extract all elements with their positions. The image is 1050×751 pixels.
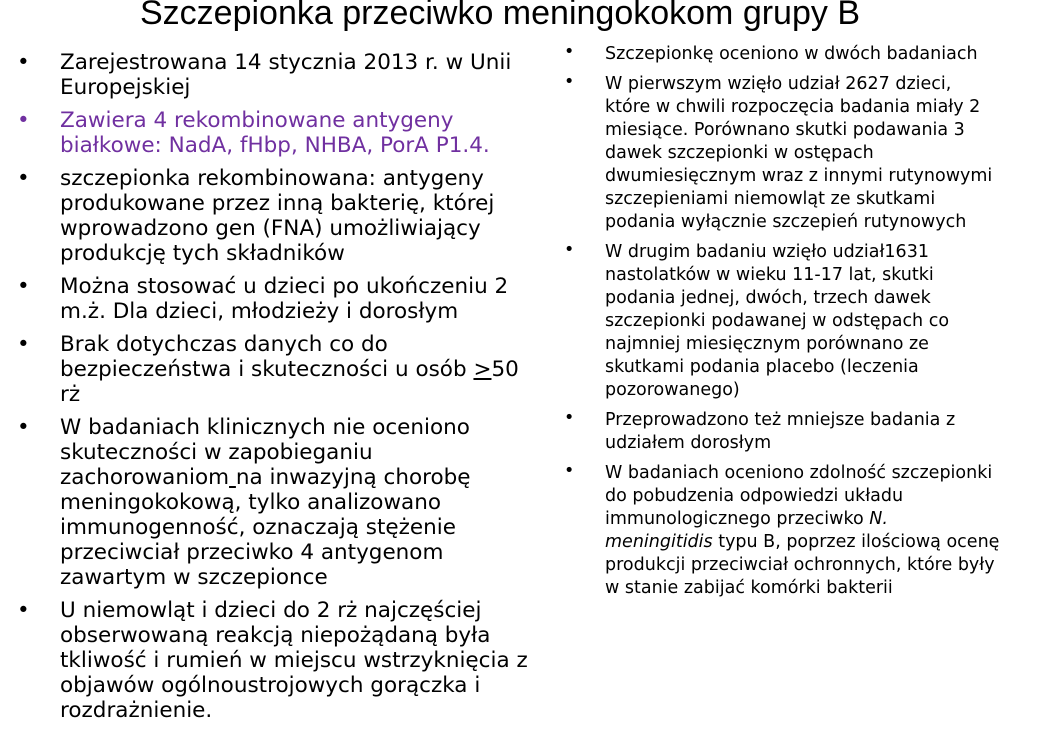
list-item: • W badaniach klinicznych nie oceniono skuteczności w zapobieganiu zachorowaniom na inwazyjną chorobę meningokokową, tylko analizowano immunogenność, oznaczają stężenie przeciwciał przeciwko 4 antygenom zawartym w szczepionce (17, 415, 471, 590)
bullet-icon: • (17, 166, 30, 191)
list-item: • W badaniach oceniono zdolność szczepionki do pobudzenia odpowiedzi układu immunologicznego przeciwko N. meningitidis typu B, poprzez ilościową ocenę produkcji przeciwciał ochronnych, które były w stanie zabijać komórki bakterii (564, 461, 1000, 598)
bullet-icon: • (564, 42, 575, 62)
list-item: • Przeprowadzono też mniejsze badania z udziałem dorosłym (564, 408, 956, 453)
list-item: • Zarejestrowana 14 stycznia 2013 r. w Unii Europejskiej (17, 50, 512, 100)
underlined-space (229, 465, 236, 490)
bullet-icon: • (17, 50, 30, 75)
list-item: • Brak dotychczas danych co do bezpieczeństwa i skuteczności u osób >50 rż (17, 332, 519, 407)
bullet-icon: • (564, 240, 575, 260)
bullet-icon: • (17, 274, 30, 299)
list-item: • szczepionka rekombinowana: antygeny produkowane przez inną bakterię, której wprowadzono gen (FNA) umożliwiający produkcję tych składników (17, 166, 495, 266)
list-item: • W pierwszym wzięło udział 2627 dzieci, które w chwili rozpoczęcia badania miały 2 miesiące. Porównano skutki podawania 3 dawek szczepionki w ostępach dwumiesięcznym wraz z innymi rutynowymi szczepieniami niemowląt ze skutkami podania wyłącznie szczepień rutynowych (564, 72, 993, 232)
bullet-icon: • (564, 461, 575, 481)
list-item: • Można stosować u dzieci po ukończeniu 2 m.ż. Dla dzieci, młodzieży i dorosłym (17, 274, 509, 324)
bullet-icon: • (564, 408, 575, 428)
list-item: • Szczepionkę oceniono w dwóch badaniach (564, 42, 978, 64)
italic-species-name: N. meningitidis (605, 509, 888, 552)
list-item-highlighted: • Zawiera 4 rekombinowane antygeny białkowe: NadA, fHbp, NHBA, PorA P1.4. (17, 108, 490, 158)
slide-title: Szczepionka przeciwko meningokokom grupy B (139, 0, 860, 32)
underlined-symbol: > (473, 357, 492, 382)
left-bullet-list (17, 50, 530, 731)
bullet-icon: • (17, 108, 30, 133)
bullet-icon: • (17, 415, 30, 440)
bullet-icon: • (564, 72, 575, 92)
bullet-icon: • (17, 598, 30, 623)
list-item: • U niemowląt i dzieci do 2 rż najczęściej obserwowaną reakcją niepożądaną była tkliwość i rumień w miejscu wstrzyknięcia z objawów ogólnoustrojowych gorączka i rozdrażnienie. (17, 598, 528, 723)
right-bullet-list (564, 42, 1000, 607)
list-item: • W drugim badaniu wzięło udział1631 nastolatków w wieku 11-17 lat, skutki podania jednej, dwóch, trzech dawek szczepionki podawanej w odstępach co najmniej miesięcznym porównano ze skutkami podania placebo (leczenia pozorowanego) (564, 240, 950, 400)
bullet-icon: • (17, 332, 30, 357)
